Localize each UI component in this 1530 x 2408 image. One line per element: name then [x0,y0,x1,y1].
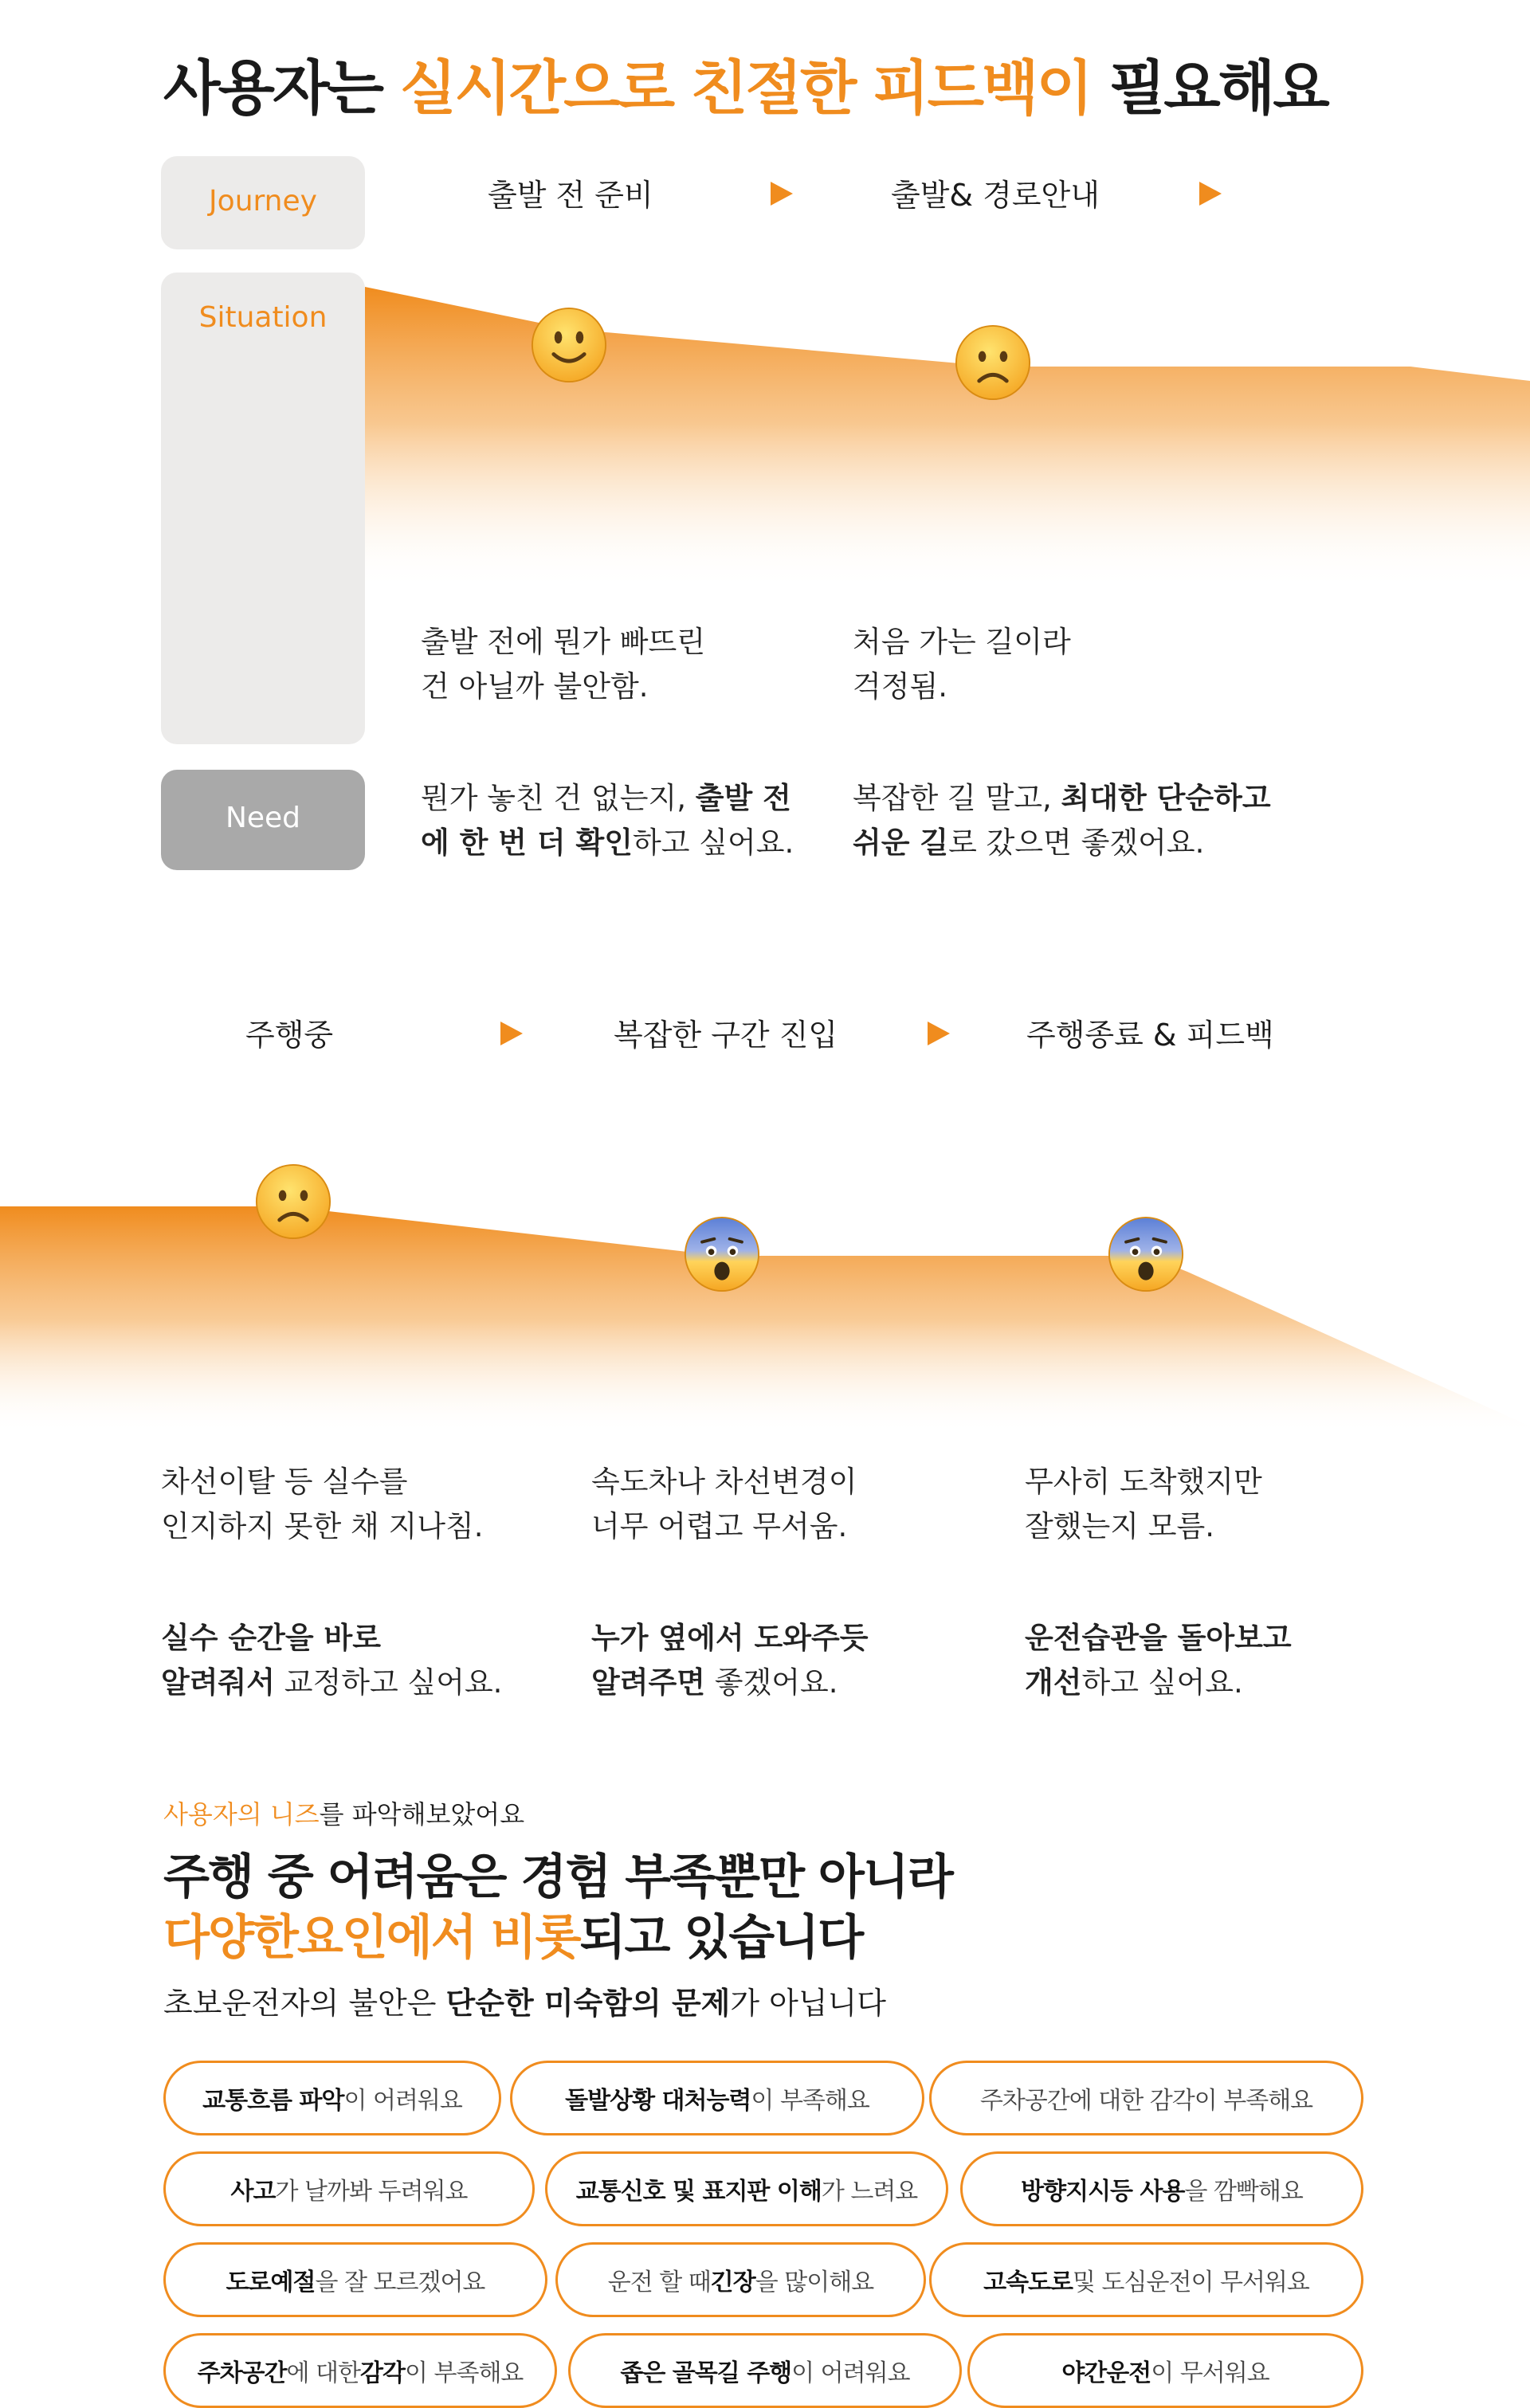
need-chip [555,2242,926,2317]
arrow-right-icon [928,1022,950,1045]
need-chip [929,2242,1363,2317]
step-finish-feedback: 주행종료 & 피드백 [1026,1018,1274,1053]
need-chip [163,2333,557,2408]
chip-bold: 좁은 골목길 주행 [620,2359,792,2387]
situation-text-driving [161,1460,483,1549]
kicker-highlight: 사용자의 니즈 [163,1799,320,1830]
need-emphasis: 운전습관을 돌아보고 [1025,1621,1292,1655]
need-label: Need [225,802,301,834]
need-text: 좋겠어요. [704,1665,838,1700]
situation-line: 처음 가는 길이라 [853,625,1071,659]
situation-text-route [853,620,1071,709]
need-chip [568,2333,962,2408]
subtitle-text: 가 아닙니다 [730,1986,886,2021]
title-part1: 사용자는 [163,54,400,123]
need-chip [163,2151,535,2226]
heading-line1: 주행 중 어려움은 경험 부족뿐만 아니라 [163,1849,952,1905]
arrow-right-icon [500,1022,523,1045]
heading-line2-text: 되고 있습니다 [579,1910,863,1966]
need-emphasis: 알려줘서 [161,1665,275,1700]
kicker-text: 를 파악해보았어요 [319,1799,525,1830]
need-emphasis: 출발 전 [695,781,791,815]
situation-line: 인지하지 못한 채 지나침. [161,1509,484,1543]
need-emphasis: 개선 [1025,1665,1082,1700]
chip-bold: 돌발상황 대처능력 [565,2087,751,2115]
need-text: 복잡한 길 말고, [853,781,1061,815]
situation-text-prepare [421,620,705,709]
need-emphasis: 알려주면 [591,1665,705,1700]
journey-label: Journey [209,185,317,218]
chip-bold: 고속도로 [983,2269,1073,2296]
need-text-finish [1025,1616,1292,1705]
chip-bold: 교통흐름 파악 [202,2087,344,2115]
chip-text: 이 부족해요 [751,2087,869,2115]
situation-line: 차선이탈 등 실수를 [161,1465,408,1499]
frowning-face-icon [255,1163,332,1240]
situation-line: 무사히 도착했지만 [1025,1465,1262,1499]
chip-text: 운전 할 때 [607,2269,711,2296]
chip-text: 및 도심운전이 무서워요 [1073,2269,1309,2296]
need-chip [545,2151,948,2226]
chip-bold: 주차공간 [197,2359,287,2387]
subtitle-text: 초보운전자의 불안은 [163,1986,446,2021]
step-complex-section: 복잡한 구간 진입 [614,1018,838,1053]
chip-text: 이 어려워요 [343,2087,462,2115]
situation-text-finish [1025,1460,1262,1549]
situation-line: 건 아닐까 불안함. [421,669,649,704]
anxious-face-icon [684,1216,760,1292]
situation-label: Situation [198,301,328,334]
chip-text: 주차공간에 대한 감각이 부족해요 [979,2087,1313,2115]
chip-text: 가 날까봐 두려워요 [275,2178,468,2206]
need-text-prepare [421,776,794,865]
smiling-face-icon [531,307,607,383]
need-chip [967,2333,1363,2408]
chip-bold: 긴장 [710,2269,755,2296]
need-chip [163,2242,547,2317]
situation-line: 너무 어렵고 무서움. [591,1509,848,1543]
need-emphasis: 실수 순간을 바로 [161,1621,381,1655]
title-highlight: 실시간으로 친절한 피드백이 [399,54,1092,123]
need-chip [929,2061,1363,2135]
need-text: 로 갔으면 좋겠어요. [948,826,1205,860]
chip-text: 에 대한 [286,2359,360,2387]
arrow-right-icon [771,182,793,206]
anxious-face-icon [1108,1216,1184,1292]
chip-text: 을 잘 모르겠어요 [315,2269,485,2296]
title-part2: 필요해요 [1091,54,1328,123]
need-emphasis: 최대한 단순하고 [1061,781,1271,815]
arrow-right-icon [1199,182,1222,206]
need-chip [163,2061,501,2135]
need-text-driving [161,1616,502,1705]
situation-line: 출발 전에 뭔가 빠뜨린 [421,625,705,659]
situation-line: 속도차나 차선변경이 [591,1465,857,1499]
need-emphasis: 쉬운 길 [853,826,949,860]
subtitle-emphasis: 단순한 미숙함의 문제 [445,1986,731,2021]
emotion-curve-row2 [0,1206,1530,1434]
section-heading [163,1847,952,1968]
chip-bold: 감각 [360,2359,405,2387]
chip-text: 이 어려워요 [791,2359,910,2387]
chip-bold: 교통신호 및 표지판 이해 [575,2178,822,2206]
need-text-route [853,776,1271,865]
step-prepare: 출발 전 준비 [488,178,653,213]
chip-text: 을 깜빡해요 [1184,2178,1303,2206]
need-emphasis: 에 한 번 더 확인 [421,826,633,860]
heading-highlight: 다양한요인에서 비롯 [163,1910,580,1966]
need-text: 하고 싶어요. [1081,1665,1243,1700]
need-emphasis: 누가 옆에서 도와주듯 [591,1621,869,1655]
need-text: 교정하고 싶어요. [274,1665,503,1700]
situation-line: 잘했는지 모름. [1025,1509,1214,1543]
section-subtitle [163,1979,886,2022]
situation-text-complex [591,1460,857,1549]
chip-text: 이 부족해요 [404,2359,524,2387]
section-kicker [163,1794,524,1831]
chip-bold: 야간운전 [1061,2359,1151,2387]
chip-text: 가 느려요 [821,2178,918,2206]
chip-bold: 방향지시등 사용 [1021,2178,1185,2206]
frowning-face-icon [955,324,1031,401]
need-chip [510,2061,924,2135]
chip-text: 을 많이해요 [755,2269,874,2296]
need-text: 하고 싶어요. [632,826,794,860]
chip-bold: 도로예절 [226,2269,316,2296]
chip-bold: 사고 [230,2178,276,2206]
chip-text: 이 무서워요 [1151,2359,1269,2387]
need-chip [960,2151,1363,2226]
step-driving: 주행중 [245,1018,334,1053]
situation-line: 걱정됨. [853,669,947,704]
need-text-complex [591,1616,868,1705]
need-text: 뭔가 놓친 건 없는지, [421,781,696,815]
step-route-guide: 출발& 경로안내 [891,178,1100,213]
